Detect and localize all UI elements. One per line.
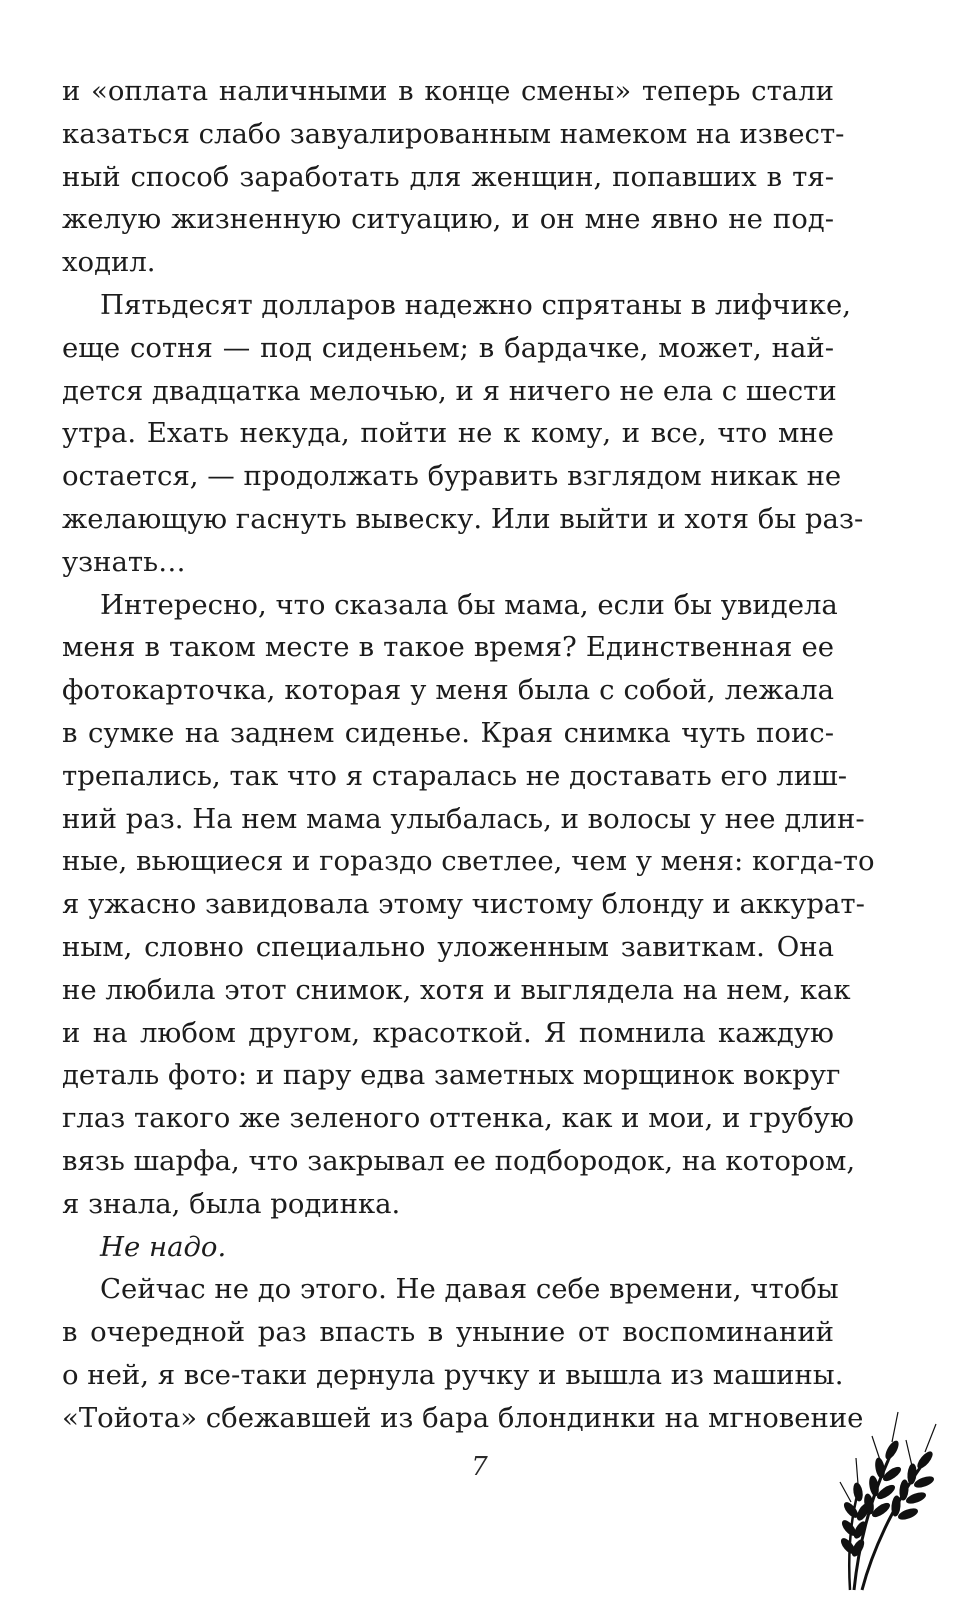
text-line: я знала, была родинка. [62, 1187, 401, 1220]
text-line: желающую гаснуть вывеску. Или выйти и хотя бы раз- [62, 502, 864, 535]
text-line: в очередной раз впасть в уныние от воспоминаний [62, 1316, 834, 1349]
text-line: дется двадцатка мелочью, и я ничего не ела с шести [62, 374, 837, 407]
paragraph-start-line: Пятьдесят долларов надежно спрятаны в лифчике, [100, 288, 851, 321]
text-line: фотокарточка, которая у меня была с собой, лежала [62, 674, 834, 707]
text-line: «Тойота» сбежавшей из бара блондинки на мгновение [62, 1401, 864, 1434]
text-line: ходил. [62, 246, 156, 279]
text-line: и на любом другом, красоткой. Я помнила каждую [62, 1016, 834, 1049]
paragraph-start-line: Интересно, что сказала бы мама, если бы увидела [100, 588, 838, 621]
text-line: остается, — продолжать буравить взглядом никак не [62, 460, 842, 493]
text-line: глаз такого же зеленого оттенка, как и мои, и грубую [62, 1102, 854, 1135]
text-line: узнать… [62, 545, 186, 578]
wheat-ears-icon [832, 1392, 942, 1592]
text-line: казаться слабо завуалированным намеком на извест- [62, 117, 845, 150]
text-line: в сумке на заднем сиденье. Края снимка чуть поис- [62, 716, 834, 749]
text-line: желую жизненную ситуацию, и он мне явно не под- [62, 203, 834, 236]
text-line: ный способ заработать для женщин, попавших в тя- [62, 160, 834, 193]
text-line: трепались, так что я старалась не доставать его лиш- [62, 759, 848, 792]
text-line: деталь фото: и пару едва заметных морщинок вокруг [62, 1059, 841, 1092]
text-line: я ужасно завидовала этому чистому блонду и аккурат- [62, 888, 865, 921]
page-text [62, 70, 875, 1440]
text-line: еще сотня — под сиденьем; в бардачке, может, най- [62, 331, 834, 364]
text-line: и «оплата наличными в конце смены» теперь стали [62, 75, 834, 107]
text-line: о ней, я все-таки дернула ручку и вышла из машины. [62, 1358, 844, 1391]
paragraph-start-line: Сейчас не до этого. Не давая себе времени, чтобы [100, 1273, 839, 1306]
text-line: ные, вьющиеся и гораздо светлее, чем у меня: когда-то [62, 845, 875, 878]
text-line: утра. Ехать некуда, пойти не к кому, и все, что мне [62, 417, 834, 450]
text-line: не любила этот снимок, хотя и выглядела на нем, как [62, 973, 851, 1006]
text-line: вязь шарфа, что закрывал ее подбородок, на котором, [62, 1144, 856, 1177]
italic-thought-line: Не надо. [100, 1230, 227, 1263]
text-line: ным, словно специально уложенным завиткам. Она [62, 930, 834, 963]
page-number: 7 [471, 1452, 488, 1482]
text-line: меня в таком месте в такое время? Единственная ее [62, 631, 834, 664]
text-line: ний раз. На нем мама улыбалась, и волосы у нее длин- [62, 802, 865, 835]
